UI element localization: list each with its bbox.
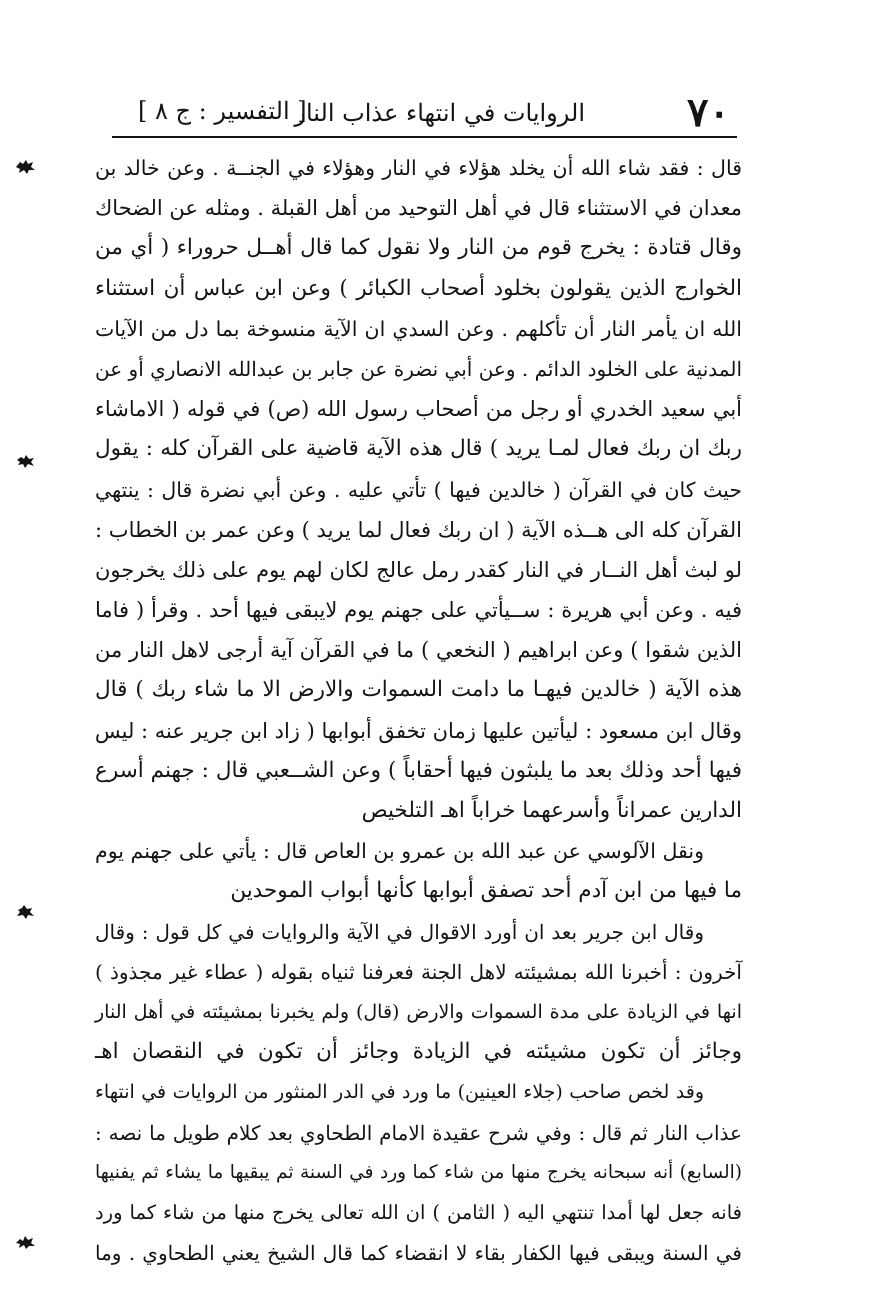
text-line: القرآن كله الى هــذه الآية ( ان ربك فعال لما يريد ) وعن عمر بن الخطاب :: [95, 517, 742, 542]
body-text: [95, 148, 742, 1273]
text-line: لو لبث أهل النــار في النار كقدر رمل عالج لكان لهم يوم على ذلك يخرجون: [95, 557, 742, 582]
text-line: الخوارج الذين يقولون بخلود أصحاب الكبائر ) وعن ابن عباس أن استثناء: [95, 275, 742, 301]
text-line: أبي سعيد الخدري أو رجل من أصحاب رسول الله (ص) في قوله ( الاماشاء: [95, 397, 742, 422]
text-line: في السنة ويبقى فيها الكفار بقاء لا انقضاء كما قال الشيخ يعني الطحاوي . وما: [95, 1241, 742, 1266]
text-line: معدان في الاستثناء قال في أهل التوحيد من أهل القبلة . ومثله عن الضحاك: [95, 196, 742, 221]
header-rule: [112, 136, 737, 138]
text-line: آخرون : أخبرنا الله بمشيئته لاهل الجنة فعرفنا ثنياه بقوله ( عطاء غير مجذوذ ): [95, 959, 742, 984]
text-line: الله ان يأمر النار أن تأكلهم . وعن السدي ان الآية منسوخة بما دل من الآيات: [95, 316, 742, 341]
text-line: الدارين عمراناً وأسرعهما خراباً اهـ التلخيص: [361, 798, 742, 823]
text-line: قال : فقد شاء الله أن يخلد هؤلاء في النار وهؤلاء في الجنــة . وعن خالد بن: [95, 156, 742, 180]
text-line: فيه . وعن أبي هريرة : ســيأتي على جهنم يوم لايبقى فيها أحد . وقرأ ( فاما: [95, 598, 742, 623]
text-line: الذين شقوا ) وعن ابراهيم ( النخعي ) ما في القرآن آية أرجى لاهل النار من: [95, 638, 742, 663]
page-header: [100, 88, 750, 138]
text-line: وقال ابن مسعود : ليأتين عليها زمان تخفق أبوابها ( زاد ابن جرير عنه : ليس: [94, 718, 742, 743]
ink-blot-bottom-icon: [14, 1233, 36, 1251]
text-line: عذاب النار ثم قال : وفي شرح عقيدة الامام الطحاوي بعد كلام طويل ما نصه :: [95, 1120, 742, 1145]
text-line: انها في الزيادة على مدة السموات والارض (قال) ولم يخبرنا بمشيئته في أهل النار: [95, 1000, 742, 1023]
text-line: وقد لخص صاحب (جلاء العينين) ما ورد في الدر المنثور من الروايات في انتهاء: [95, 1081, 704, 1104]
text-line: ونقل الآلوسي عن عبد الله بن عمرو بن العاص قال : يأتي على جهنم يوم: [95, 839, 704, 864]
text-line: ربك ان ربك فعال لمـا يريد ) قال هذه الآية قاضية على القرآن كله : يقول: [95, 436, 742, 462]
ink-blot-top-icon: [14, 158, 36, 176]
section-label: [ التفسير : ج ٨ ]: [138, 97, 307, 125]
text-line: وقال ابن جرير بعد ان أورد الاقوال في الآية والروايات في كل قول : وقال: [95, 919, 704, 944]
ink-blot-lower-middle-icon: [14, 903, 36, 921]
text-line: (السابع) أنه سبحانه يخرج منها من شاء كما ورد في السنة ثم يبقيها ما يشاء ثم يفنيها: [95, 1161, 742, 1183]
text-line: فانه جعل لها أمدا تنتهي اليه ( الثامن ) ان الله تعالى يخرج منها من شاء كما ورد: [95, 1200, 742, 1224]
page-number: ٧٠: [687, 89, 730, 136]
text-line: ما فيها من ابن آدم أحد تصفق أبوابها كأنها أبواب الموحدين: [230, 878, 742, 904]
text-line: وقال قتادة : يخرج قوم من النار ولا نقول كما قال أهــل حروراء ( أي من: [95, 235, 742, 261]
text-line: وجائز أن تكون مشيئته في الزيادة وجائز أن تكون في النقصان اهـ: [95, 1039, 742, 1065]
text-line: المدنية على الخلود الدائم . وعن أبي نضرة عن جابر بن عبدالله الانصاري أو عن: [95, 356, 742, 381]
text-line: حيث كان في القرآن ( خالدين فيها ) تأتي عليه . وعن أبي نضرة قال : ينتهي: [95, 477, 742, 502]
text-line: فيها أحد وذلك بعد ما يلبثون فيها أحقاباً ) وعن الشــعبي قال : جهنم أسرع: [95, 757, 742, 783]
text-line: هذه الآية ( خالدين فيهـا ما دامت السموات والارض الا ما شاء ربك ) قال: [95, 677, 742, 703]
ink-blot-upper-middle-icon: [14, 452, 36, 470]
running-title: الروايات في انتهاء عذاب النار: [294, 99, 585, 127]
